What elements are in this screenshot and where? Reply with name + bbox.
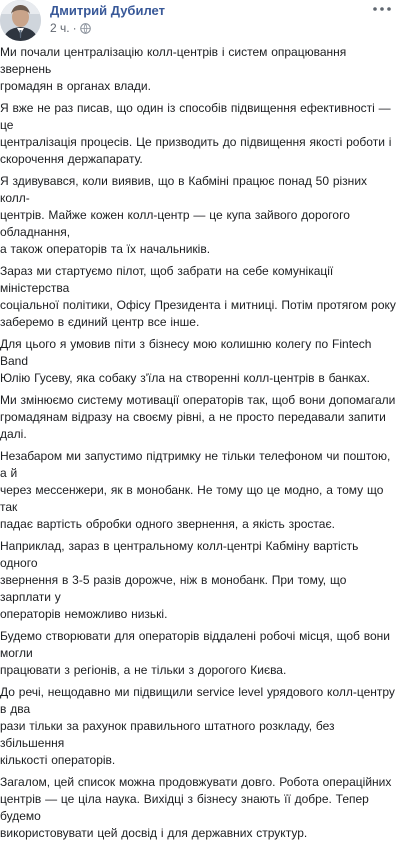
globe-icon[interactable] bbox=[80, 23, 91, 34]
author-name[interactable]: Дмитрий Дубилет bbox=[50, 3, 165, 18]
post-meta bbox=[50, 21, 91, 35]
post-paragraph: Я вже не раз писав, що один із способів підвищення ефективності — це централізація процесів. Це призводить до підвищення якості роботи і скорочення держапарату. bbox=[0, 101, 392, 166]
post-header bbox=[0, 0, 401, 42]
meta-separator: · bbox=[72, 21, 77, 35]
post-paragraph: До речі, нещодавно ми підвищили service level урядового колл-центру в два рази тільки за рахунок правильного штатного розкладу, без збільшення кількості операторів. bbox=[0, 685, 395, 767]
post-body bbox=[0, 44, 398, 847]
post-paragraph: Наприклад, зараз в центральному колл-центрі Кабміну вартість одного звернення в 3-5 разів дорожче, ніж в монобанк. При тому, що зарплати у операторів неможливо низькі. bbox=[0, 539, 359, 621]
post-paragraph: Будемо створювати для операторів віддалені робочі місця, щоб вони могли працювати з регіонів, а не тільки з дорогого Києва. bbox=[0, 629, 390, 677]
author-avatar[interactable] bbox=[0, 0, 41, 41]
post-paragraph: Ми почали централізацію колл-центрів і систем опрацювання звернень громадян в органах влади. bbox=[0, 45, 347, 93]
post-paragraph: Загалом, цей список можна продовжувати довго. Робота операційних центрів — це ціла наука. Вихідці з бізнесу знають її добре. Тепер будемо використовувати цей досвід і для державних структур. bbox=[0, 775, 392, 840]
post-paragraph: Для цього я умовив піти з бізнесу мою колишню колегу по Fintech Band Юлію Гусеву, яка собаку з'їла на створенні колл-центрів в банках. bbox=[0, 337, 372, 385]
avatar-image bbox=[0, 0, 41, 41]
post-paragraph: Я здивувався, коли виявив, що в Кабміні працює понад 50 різних колл- центрів. Майже кожен колл-центр — це купа зайвого дорогого обладнання, а також операторів та їх начальників. bbox=[0, 174, 368, 256]
post-paragraph: Ми змінюємо систему мотивації операторів так, щоб вони допомагали громадянам відразу на своєму рівні, а не просто передавали запити далі. bbox=[0, 393, 396, 441]
post-paragraph: Зараз ми стартуємо пілот, щоб забрати на себе комунікації міністерства соціальної політики, Офісу Президента і митниці. Потім протягом року заберемо в єдиний центр все інше. bbox=[0, 264, 396, 329]
post-timestamp[interactable]: 2 ч. bbox=[50, 21, 70, 35]
post-paragraph: Незабаром ми запустимо підтримку не тільки телефоном чи поштою, а й через мессенжери, як в монобанк. Не тому що це модно, а тому що так падає вартість обробки одного звернення, а якість зростає. bbox=[0, 449, 391, 531]
more-options-icon[interactable] bbox=[371, 2, 393, 16]
